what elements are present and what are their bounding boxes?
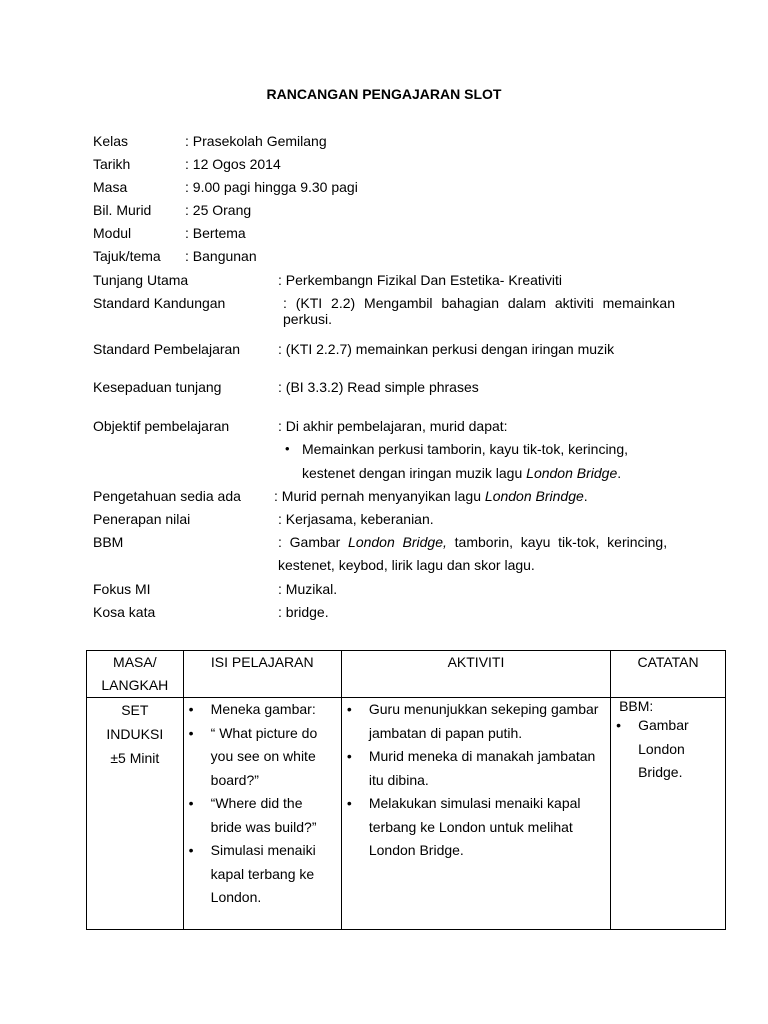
table-header-row — [87, 651, 726, 698]
content-cell — [183, 698, 341, 930]
step-text: SET — [121, 702, 149, 718]
info-value: : 9.00 pagi hingga 9.30 pagi — [185, 179, 358, 195]
info-value — [274, 488, 588, 504]
info-value: : (KTI 2.2.7) memainkan perkusi dengan iringan muzik — [278, 341, 615, 357]
lesson-table — [86, 650, 726, 930]
info-label: Kesepaduan tunjang — [93, 379, 222, 395]
info-value: : bridge. — [278, 604, 329, 620]
list-item: • “Where did the bride was build?” — [184, 792, 331, 839]
info-label: Pengetahuan sedia ada — [93, 488, 241, 504]
header-catatan: CATATAN — [611, 651, 726, 698]
info-label: Tarikh — [93, 156, 131, 172]
header-text: LANGKAH — [101, 677, 169, 693]
song-title: London Bridge, — [348, 534, 447, 550]
page-title: RANCANGAN PENGAJARAN SLOT — [266, 86, 502, 102]
list-item: • Murid meneka di manakah jambatan itu dibina. — [342, 745, 602, 792]
objective-line-b — [302, 465, 621, 481]
bullet-icon: • — [285, 441, 290, 456]
info-value: : (BI 3.3.2) Read simple phrases — [278, 379, 479, 395]
prior-knowledge-text: : Murid pernah menyanyikan lagu — [274, 488, 485, 504]
notes-cell — [611, 698, 726, 930]
info-value — [278, 534, 667, 550]
list-item: • Melakukan simulasi menaiki kapal terbang ke London untuk melihat London Bridge. — [342, 792, 602, 863]
info-value: : (KTI 2.2) Mengambil bahagian dalam aktiviti memainkan perkusi. — [283, 295, 675, 327]
info-label: Kelas — [93, 133, 129, 149]
song-title: London Brindge — [484, 488, 584, 504]
info-label: Modul — [93, 225, 132, 241]
objective-text: kestenet dengan iringan muzik lagu — [302, 465, 527, 481]
info-value: : Di akhir pembelajaran, murid dapat: — [278, 418, 508, 434]
activity-cell — [341, 698, 610, 930]
step-duration: ±5 Minit — [110, 750, 160, 766]
info-value: : Perkembangn Fizikal Dan Estetika- Kreativiti — [278, 272, 562, 288]
header-aktiviti: AKTIVITI — [341, 651, 610, 698]
header-masa-langkah — [87, 651, 184, 698]
info-label: Tajuk/tema — [93, 248, 161, 264]
bbm-text: : Gambar — [278, 534, 349, 550]
header-text: MASA/ — [113, 654, 157, 670]
info-label: Penerapan nilai — [93, 511, 191, 527]
list-item: • Guru menunjukkan sekeping gambar jambatan di papan putih. — [342, 698, 602, 745]
info-label: Standard Pembelajaran — [93, 341, 241, 357]
objective-end: . — [617, 465, 622, 481]
info-label: Masa — [93, 179, 128, 195]
objective-line-a: Memainkan perkusi tamborin, kayu tik-tok, kerincing, — [302, 441, 629, 457]
notes-label: BBM: — [619, 698, 654, 714]
bbm-text: tamborin, kayu tik-tok, kerincing, — [446, 534, 668, 550]
info-value: : Bertema — [185, 225, 246, 241]
info-label: Kosa kata — [93, 604, 156, 620]
info-value: : Bangunan — [185, 248, 257, 264]
info-label: BBM — [93, 534, 124, 550]
list-item: • “ What picture do you see on white board?” — [184, 722, 331, 793]
info-value: kestenet, keybod, lirik lagu dan skor lagu. — [278, 557, 535, 573]
info-label: Fokus MI — [93, 581, 151, 597]
step-cell — [87, 698, 184, 930]
info-value: : 25 Orang — [185, 202, 252, 218]
prior-knowledge-end: . — [583, 488, 588, 504]
info-label: Objektif pembelajaran — [93, 418, 230, 434]
song-title: London Bridge — [526, 465, 618, 481]
info-value: : Kerjasama, keberanian. — [278, 511, 434, 527]
info-label: Standard Kandungan — [93, 295, 226, 311]
list-item: • Meneka gambar: — [184, 698, 331, 722]
list-item: • Simulasi menaiki kapal terbang ke London. — [184, 839, 331, 910]
info-label: Tunjang Utama — [93, 272, 189, 288]
list-item: • Gambar London Bridge. — [611, 714, 719, 785]
info-label: Bil. Murid — [93, 202, 152, 218]
table-row — [87, 698, 726, 930]
header-isi: ISI PELAJARAN — [183, 651, 341, 698]
info-value: : Prasekolah Gemilang — [185, 133, 327, 149]
info-value: : Muzikal. — [278, 581, 338, 597]
step-text: INDUKSI — [106, 726, 164, 742]
info-value: : 12 Ogos 2014 — [185, 156, 281, 172]
